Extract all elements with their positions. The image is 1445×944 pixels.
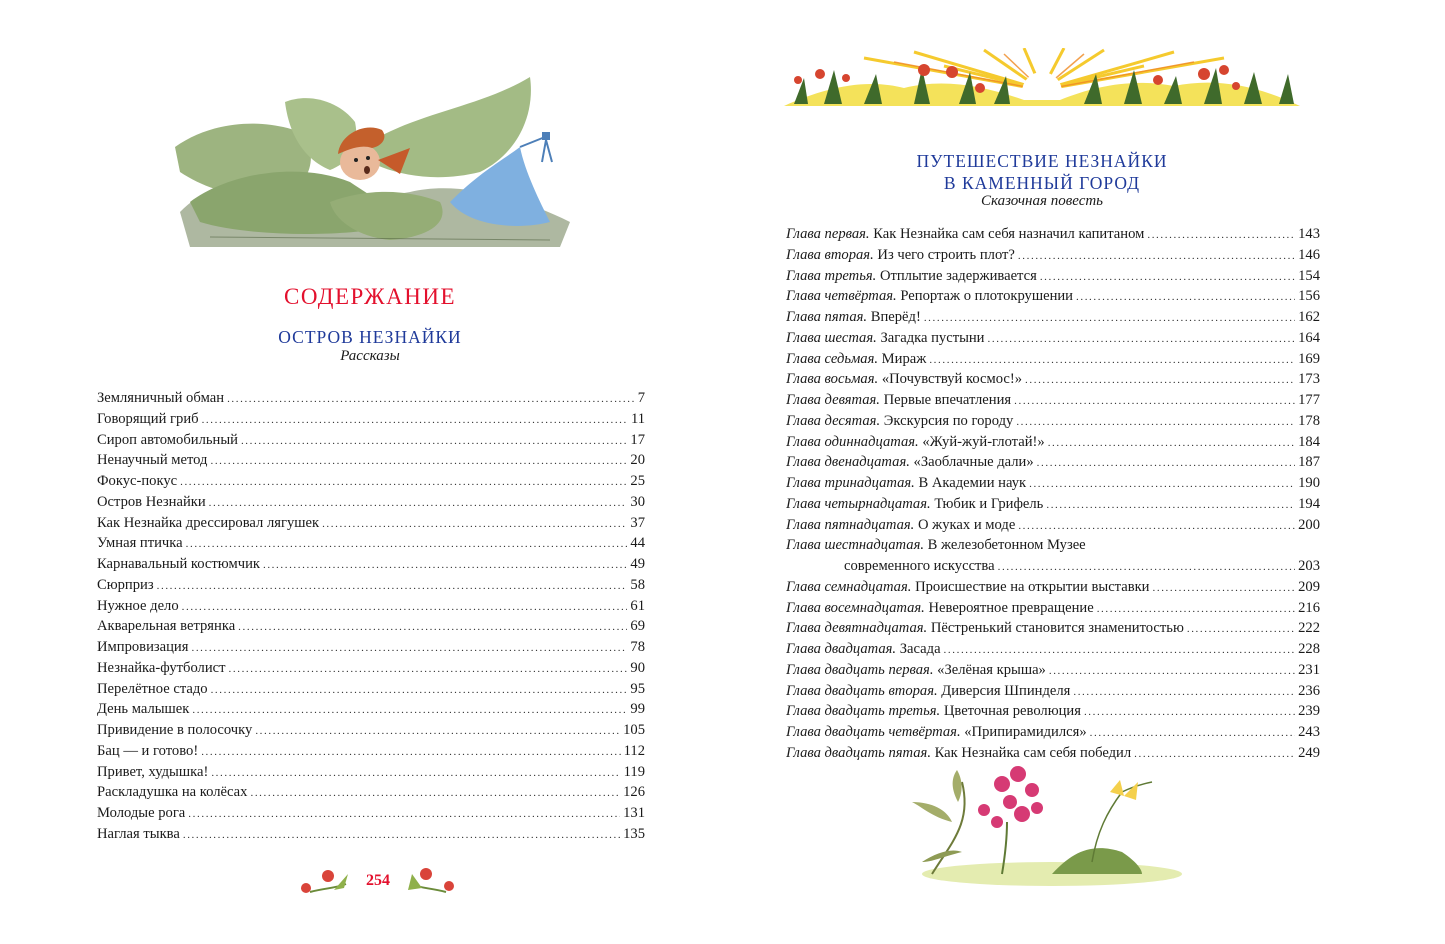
toc-entry-page: 243 [1298,724,1320,740]
toc-entry [786,494,1320,515]
toc-entry-title: Сюрприз [97,576,154,593]
chapter-label: Глава двадцать первая. [786,661,934,678]
toc-entry-title: Незнайка-футболист [97,659,226,676]
toc-entry-title: Пёстренький становится знаменитостью [930,620,1184,637]
toc-entry-page: 69 [630,618,645,635]
toc-entry [97,575,645,596]
dot-leader [1187,619,1295,639]
toc-entry-title: Происшествие на открытии выставки [915,578,1150,595]
toc-entry-title: Ненаучный метод [97,452,208,469]
toc-entry-title: Карнавальный костюмчик [97,556,260,572]
chapter-label: Глава двадцать третья. [786,703,941,720]
dot-leader [1097,599,1295,619]
toc-entry-title: Фокус-покус [97,473,178,489]
section-subtitle-tale: Сказочная повесть [980,193,1104,209]
toc-entry-title: В Академии наук [918,475,1027,491]
toc-entry-title: В железобетонном Музее [927,537,1086,554]
dot-leader [201,742,620,762]
toc-entry [97,513,645,534]
toc-entry [786,535,1320,556]
toc-entry-page: 30 [630,493,645,510]
toc-entry-title: День малышек [97,701,190,718]
toc-entry [786,452,1320,473]
toc-entry-page: 61 [630,597,645,614]
toc-entry-page: 222 [1298,620,1320,637]
right-page [722,0,1445,944]
dot-leader [211,680,628,700]
toc-list-chapters [786,224,1320,764]
toc-entry [786,286,1320,307]
chapter-label: Глава двадцатая. [786,641,897,657]
toc-entry [786,598,1320,619]
section-title-line1: ПУТЕШЕСТВИЕ НЕЗНАЙКИ [916,151,1168,171]
toc-entry-title: Вперёд! [870,309,921,325]
contents-title: СОДЕРЖАНИЕ [283,284,456,309]
dot-leader [1014,391,1295,411]
toc-entry-page: 58 [630,576,645,593]
toc-entry [786,660,1320,681]
toc-entry-page: 49 [630,556,645,572]
chapter-label: Глава четырнадцатая. [786,495,931,512]
chapter-label: Глава четвёртая. [786,288,897,305]
toc-entry-title: «Почувствуй космос!» [881,371,1023,388]
toc-entry-title: Земляничный обман [97,390,225,406]
toc-entry-title: Наглая тыква [97,825,180,842]
dot-leader [944,640,1296,660]
toc-entry-page: 177 [1298,392,1320,408]
dot-leader [988,329,1296,349]
page-number-text: 254 [366,872,390,889]
toc-entry-page: 164 [1298,329,1320,346]
dot-leader [1076,287,1295,307]
page-number [296,866,460,898]
toc-entry-title: Перелётное стадо [97,680,208,697]
toc-entry-title: Загадка пустыни [880,329,985,346]
dot-leader [211,763,620,783]
toc-entry-page: 173 [1298,371,1320,388]
section-title-journey [784,150,1300,194]
dot-leader [180,472,627,492]
chapter-label: Глава семнадцатая. [786,578,912,595]
toc-entry-title: Мираж [881,350,927,367]
dot-leader [1018,516,1295,536]
toc-entry [97,803,645,824]
toc-entry-title: Тюбик и Грифель [934,495,1044,512]
toc-list-stories [97,388,645,845]
chapter-label: Глава седьмая. [786,350,879,367]
toc-entry [786,266,1320,287]
toc-entry [786,369,1320,390]
toc-entry-page: 190 [1298,475,1320,491]
toc-entry [97,471,645,492]
chapter-label: Глава восьмая. [786,371,879,388]
dot-leader [210,451,627,471]
toc-entry-page: 184 [1298,433,1320,450]
dot-leader [998,557,1295,577]
chapter-label: Глава первая. [786,226,870,242]
toc-entry [786,411,1320,432]
toc-entry-title: Нужное дело [97,597,179,614]
toc-entry-title: Сироп автомобильный [97,431,238,448]
toc-entry-page: 11 [630,410,645,427]
toc-entry-page: 236 [1298,682,1320,699]
dot-leader [250,783,620,803]
toc-entry-page: 20 [630,452,645,469]
toc-entry-title-cont: современного искусства [844,558,995,574]
toc-entry-page: 203 [1298,558,1320,574]
dot-leader [1153,578,1296,598]
toc-entry [786,618,1320,639]
dot-leader [202,410,628,430]
toc-entry-page: 162 [1298,309,1320,325]
toc-entry-title: Диверсия Шпинделя [941,682,1071,699]
chapter-label: Глава девятая. [786,392,880,408]
toc-entry-page: 99 [630,701,645,718]
toc-entry-title: «Зелёная крыша» [937,661,1046,678]
dot-leader [157,576,628,596]
dot-leader [241,431,627,451]
toc-entry-page: 112 [623,742,645,759]
toc-entry [97,720,645,741]
toc-entry-title: Отплытие задерживается [879,267,1037,284]
toc-entry-title: Первые впечатления [883,392,1012,408]
dot-leader [182,597,628,617]
dot-leader [1048,433,1295,453]
toc-entry [97,596,645,617]
dot-leader [929,350,1295,370]
dot-leader [255,721,620,741]
toc-entry-page: 119 [623,763,645,780]
toc-entry-page: 216 [1298,599,1320,616]
toc-entry [97,782,645,803]
dot-leader [1090,723,1295,743]
toc-entry [97,658,645,679]
toc-entry-title: Привет, худышка! [97,763,209,780]
chapter-label: Глава тринадцатая. [786,475,915,491]
dot-leader [191,638,627,658]
toc-entry-title: Как Незнайка сам себя победил [934,744,1132,761]
boy-in-leaves-illustration [150,62,610,262]
toc-entry [97,699,645,720]
toc-entry-title: «Припирамидился» [964,724,1087,740]
toc-entry-title: Экскурсия по городу [883,412,1014,429]
dot-leader [188,804,620,824]
toc-entry-page: 126 [623,784,645,801]
dot-leader [227,389,635,409]
toc-entry-title: Раскладушка на колёсах [97,784,248,801]
dot-leader [1046,495,1295,515]
toc-entry [786,639,1320,660]
toc-entry [786,307,1320,328]
toc-entry [786,473,1320,494]
toc-entry-page: 146 [1298,246,1320,263]
dot-leader [1134,744,1295,764]
left-page [0,0,722,944]
section-title-line2: В КАМЕННЫЙ ГОРОД [943,173,1141,193]
dot-leader [192,700,627,720]
chapter-label: Глава шестая. [786,329,877,346]
sunrise-flowers-illustration [784,48,1300,108]
dot-leader [1049,661,1295,681]
toc-entry [97,824,645,845]
toc-entry [786,743,1320,764]
toc-entry-continuation [786,556,1320,577]
dot-leader [1084,702,1295,722]
dot-leader [183,825,620,845]
toc-entry-page: 200 [1298,516,1320,533]
toc-entry [786,224,1320,245]
chapter-label: Глава девятнадцатая. [786,620,928,637]
section-subtitle-stories: Рассказы [340,348,400,364]
toc-entry [97,450,645,471]
toc-entry [786,577,1320,598]
toc-entry [97,679,645,700]
toc-entry [786,722,1320,743]
toc-entry-page: 228 [1298,641,1320,657]
toc-entry-page: 194 [1298,495,1320,512]
toc-entry-page: 143 [1298,226,1320,242]
toc-entry-page: 154 [1298,267,1320,284]
dot-leader [229,659,628,679]
dot-leader [1029,474,1295,494]
toc-entry-page: 231 [1298,661,1320,678]
dot-leader [924,308,1295,328]
toc-entry-page: 135 [623,825,645,842]
toc-entry-title: Акварельная ветрянка [97,618,236,635]
toc-entry [97,616,645,637]
chapter-label: Глава одиннадцатая. [786,433,919,450]
chapter-label: Глава десятая. [786,412,881,429]
toc-entry-title: Из чего строить плот? [877,246,1015,263]
chapter-label: Глава восемнадцатая. [786,599,925,616]
toc-entry-page: 187 [1298,454,1320,471]
toc-entry-page: 95 [630,680,645,697]
dot-leader [322,514,627,534]
toc-entry [786,349,1320,370]
toc-entry [786,245,1320,266]
dot-leader [1147,225,1295,245]
toc-entry-title: «Заоблачные дали» [913,454,1034,471]
chapter-label: Глава пятнадцатая. [786,516,915,533]
flowers-butterfly-illustration [892,762,1202,892]
toc-entry [97,430,645,451]
toc-entry-page: 17 [630,431,645,448]
dot-leader [238,617,627,637]
toc-entry-title: Репортаж о плотокрушении [900,288,1073,305]
chapter-label: Глава двадцать четвёртая. [786,724,961,740]
toc-entry [97,741,645,762]
toc-entry-title: Молодые рога [97,805,186,821]
chapter-label: Глава третья. [786,267,877,284]
dot-leader [209,493,628,513]
toc-entry-title: Бац — и готово! [97,742,199,759]
toc-entry-page: 156 [1298,288,1320,305]
toc-entry-title: Как Незнайка дрессировал лягушек [97,514,320,531]
toc-entry-title: Как Незнайка сам себя назначил капитаном [873,226,1145,242]
toc-entry [97,492,645,513]
toc-entry [786,681,1320,702]
dot-leader [1016,412,1295,432]
toc-entry-title: Засада [899,641,941,657]
toc-entry-title: Невероятное превращение [928,599,1094,616]
chapter-label: Глава пятая. [786,309,868,325]
toc-entry-title: Говорящий гриб [97,410,199,427]
toc-entry-title: О жуках и моде [917,516,1016,533]
dot-leader [263,555,627,575]
toc-entry [97,554,645,575]
toc-entry [786,328,1320,349]
dot-leader [186,534,628,554]
toc-entry [786,390,1320,411]
toc-entry-title: Остров Незнайки [97,493,206,510]
dot-leader [1037,453,1295,473]
toc-entry-page: 131 [623,805,645,821]
chapter-label: Глава двадцать пятая. [786,744,931,761]
toc-entry-page: 25 [630,473,645,489]
toc-entry-page: 90 [630,659,645,676]
toc-entry [97,409,645,430]
section-title-island: ОСТРОВ НЕЗНАЙКИ [278,327,462,347]
toc-entry-title: Импровизация [97,639,189,655]
toc-entry [97,762,645,783]
toc-entry [97,388,645,409]
toc-entry [97,533,645,554]
toc-entry-page: 105 [623,722,645,738]
toc-entry-title: Привидение в полосочку [97,722,253,738]
toc-entry-page: 209 [1298,578,1320,595]
dot-leader [1073,682,1295,702]
toc-entry [786,515,1320,536]
chapter-label: Глава вторая. [786,246,874,263]
toc-entry [786,432,1320,453]
toc-entry-title: Умная птичка [97,535,183,552]
toc-entry-page: 37 [630,514,645,531]
toc-entry-page: 44 [630,535,645,552]
toc-entry-page: 78 [630,639,645,655]
toc-entry-title: Цветочная революция [943,703,1081,720]
toc-entry [786,701,1320,722]
chapter-label: Глава шестнадцатая. [786,537,924,554]
toc-entry-page: 239 [1298,703,1320,720]
toc-entry [97,637,645,658]
toc-entry-page: 178 [1298,412,1320,429]
toc-entry-page: 7 [637,390,645,406]
chapter-label: Глава двенадцатая. [786,454,910,471]
toc-entry-title: «Жуй-жуй-глотай!» [922,433,1045,450]
dot-leader [1025,370,1295,390]
toc-entry-page: 169 [1298,350,1320,367]
dot-leader [1040,267,1295,287]
dot-leader [1018,246,1295,266]
chapter-label: Глава двадцать вторая. [786,682,938,699]
toc-entry-page: 249 [1298,744,1320,761]
